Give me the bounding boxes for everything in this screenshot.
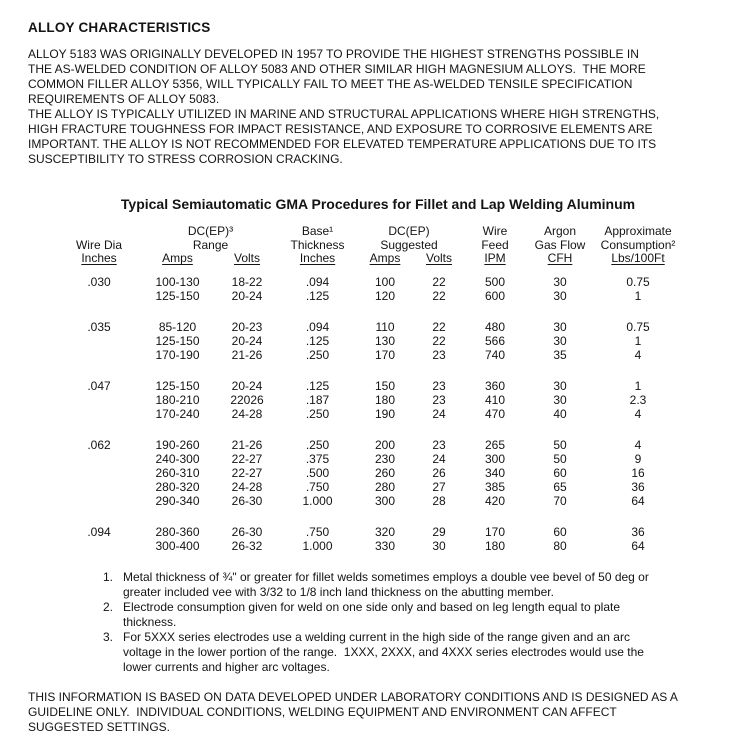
header-cell-amps-2: Amps (369, 251, 401, 265)
intro-paragraph (28, 47, 728, 167)
table-body (57, 266, 683, 553)
table-spacer-cell (57, 362, 683, 379)
table-cell: 21-26 (231, 347, 263, 362)
table-cell: 110 (375, 319, 395, 334)
table-cell: 50 (553, 437, 567, 452)
table-cell: 30 (553, 378, 567, 393)
table-cell: 26-32 (231, 538, 263, 553)
wire-dia-cell: .047 (87, 378, 111, 393)
table-cell: 30 (432, 538, 446, 553)
wire-dia-cell (57, 348, 141, 362)
table-cell: 80 (553, 538, 567, 553)
table-cell: 29 (432, 524, 446, 539)
table-cell: 20-24 (231, 333, 263, 348)
table-header (57, 225, 683, 266)
table-cell: 23 (432, 347, 446, 362)
table-cell: .750 (305, 524, 330, 539)
table-title: Typical Semiautomatic GMA Procedures for Fillet and Lap Welding Aluminum (120, 196, 636, 212)
table-cell: 200 (375, 437, 396, 452)
table-cell: 120 (375, 288, 396, 303)
table-row (57, 393, 683, 407)
table-cell: 1 (634, 288, 642, 303)
table-cell: .375 (305, 451, 330, 466)
wire-dia-cell (57, 334, 141, 348)
footnote-line: voltage in the lower portion of the range. 1XXX, 2XXX, and 4XXX series electrodes would use the (123, 644, 644, 659)
table-spacer-row (57, 421, 683, 438)
table-cell: 22 (432, 274, 446, 289)
table-row (57, 452, 683, 466)
footer-line: GUIDELINE ONLY. INDIVIDUAL CONDITIONS, WELDING EQUIPMENT AND ENVIRONMENT CAN AFFECT (28, 704, 617, 719)
table-cell: .125 (305, 378, 330, 393)
table-cell: .125 (305, 288, 330, 303)
table-spacer-cell (57, 266, 683, 275)
table-cell: 26-30 (231, 524, 263, 539)
wire-dia-cell: .030 (87, 274, 111, 289)
footnote-item (103, 570, 728, 600)
intro-line: COMMON FILLER ALLOY 5356, WILL TYPICALLY FAIL TO MEET THE AS-WELDED TENSILE SPECIFICATION (28, 77, 633, 91)
header-cell-inches: Inches (81, 251, 117, 265)
header-cell-cfh: CFH (547, 251, 573, 265)
table-spacer-cell (57, 508, 683, 525)
table-cell: 470 (485, 406, 506, 421)
table-cell: 24-28 (231, 406, 263, 421)
header-cell-wire-dia: Wire Dia (75, 237, 122, 252)
table-cell: 600 (485, 288, 506, 303)
wire-dia-cell (57, 452, 141, 466)
header-cell-amps: Amps (162, 251, 193, 265)
table-row (57, 480, 683, 494)
table-cell: 170 (485, 524, 506, 539)
footnote-line: Metal thickness of ¾" or greater for fillet welds sometimes employs a double vee bevel of 50 deg or (123, 569, 649, 584)
table-row (57, 334, 683, 348)
table-cell: 170-240 (155, 406, 200, 421)
footer-line: SUGGESTED SETTINGS. (28, 719, 171, 734)
table-cell: 60 (553, 465, 567, 480)
table-cell: 20-24 (231, 378, 263, 393)
table-cell: 70 (553, 493, 567, 508)
table-cell: .250 (305, 406, 330, 421)
table-cell: .500 (305, 465, 330, 480)
table-row (57, 379, 683, 393)
table-cell: 1 (634, 378, 642, 393)
table-cell: 180-210 (155, 392, 200, 407)
table-cell: 420 (485, 493, 506, 508)
table-cell: 21-26 (231, 437, 263, 452)
table-cell: .187 (305, 392, 330, 407)
table-cell: 150 (375, 378, 396, 393)
wire-dia-cell (57, 289, 141, 303)
table-cell: 64 (631, 493, 645, 508)
table-cell: 170-190 (155, 347, 200, 362)
header-cell-volts-2: Volts (426, 251, 453, 265)
table-cell: .094 (305, 319, 330, 334)
table-cell: 9 (634, 451, 642, 466)
table-cell: 280-360 (155, 524, 200, 539)
table-cell: 300 (485, 451, 506, 466)
header-cell-lbs: Lbs/100Ft (611, 251, 665, 265)
table-cell: 40 (553, 406, 567, 421)
table-cell: 1.000 (302, 493, 333, 508)
table-cell: 60 (553, 524, 567, 539)
intro-line: THE AS-WELDED CONDITION OF ALLOY 5083 AND OTHER SIMILAR HIGH MAGNESIUM ALLOYS. THE MORE (28, 62, 646, 76)
table-cell: 290-340 (155, 493, 200, 508)
footnote-line: greater included vee with 3/32 to 1/8 inch land thickness on the abutting member. (123, 584, 554, 599)
footnote-number: 3. (103, 629, 114, 644)
table-cell: 64 (631, 538, 645, 553)
table-cell: 23 (432, 392, 446, 407)
footnote-line: lower currents and higher arc voltages. (123, 659, 330, 674)
footnote-item (103, 630, 728, 675)
table-cell: 330 (375, 538, 396, 553)
table-cell: 100-130 (155, 274, 200, 289)
table-cell: 27 (432, 479, 446, 494)
table-cell: 30 (553, 392, 567, 407)
wire-dia-cell (57, 494, 141, 508)
table-cell: 4 (634, 347, 642, 362)
intro-line: HIGH FRACTURE TOUGHNESS FOR IMPACT RESISTANCE, AND EXPOSURE TO CORROSIVE ELEMENTS ARE (28, 122, 653, 136)
footnote-line: thickness. (123, 614, 177, 629)
table-cell: 125-150 (155, 333, 200, 348)
table-cell: 85-120 (158, 319, 197, 334)
wire-dia-cell (57, 539, 141, 553)
table-spacer-cell (57, 421, 683, 438)
footnote-line: Electrode consumption given for weld on one side only and based on leg length equal to plate (123, 599, 621, 614)
table-cell: 0.75 (626, 274, 650, 289)
table-cell: 23 (432, 437, 446, 452)
table-cell: .750 (305, 479, 330, 494)
wire-dia-cell: .062 (87, 437, 111, 452)
table-cell: 22026 (230, 392, 264, 407)
table-cell: 22 (432, 319, 446, 334)
header-cell-dcep-range: DC(EP)³ (187, 224, 234, 238)
table-spacer-row (57, 508, 683, 525)
header-cell-blank (57, 225, 141, 239)
table-row (57, 494, 683, 508)
page-title: ALLOY CHARACTERISTICS (28, 20, 211, 35)
table-cell: .094 (305, 274, 330, 289)
table-cell: 30 (553, 319, 567, 334)
wire-dia-cell: .094 (87, 524, 111, 539)
header-cell-feed: Feed (481, 237, 509, 252)
table-cell: 22-27 (231, 465, 263, 480)
footnote-number: 2. (103, 599, 114, 614)
table-cell: 30 (553, 274, 567, 289)
table-cell: 360 (485, 378, 506, 393)
table-row (57, 348, 683, 362)
table-cell: 2.3 (629, 392, 647, 407)
procedures-table (57, 225, 683, 553)
table-spacer-row (57, 362, 683, 379)
footnote-text (123, 570, 649, 600)
table-cell: 740 (485, 347, 506, 362)
footnote-text (123, 630, 644, 675)
table-cell: 410 (485, 392, 506, 407)
footnote-number: 1. (103, 569, 114, 584)
table-cell: 1.000 (302, 538, 333, 553)
table-cell: 125-150 (155, 288, 200, 303)
header-cell-dcep-suggested: DC(EP) (388, 224, 430, 238)
table-cell: 24 (432, 451, 446, 466)
table-spacer-cell (57, 303, 683, 320)
table-cell: 180 (375, 392, 396, 407)
intro-line: ALLOY 5183 WAS ORIGINALLY DEVELOPED IN 1957 TO PROVIDE THE HIGHEST STRENGTHS POSSIBLE IN (28, 47, 639, 61)
intro-line: IMPORTANT. THE ALLOY IS NOT RECOMMENDED FOR ELEVATED TEMPERATURE APPLICATIONS DUE TO ITS (28, 137, 657, 151)
wire-dia-cell (57, 393, 141, 407)
table-cell: 26 (432, 465, 446, 480)
table-cell: 125-150 (155, 378, 200, 393)
table-cell: 22 (432, 333, 446, 348)
header-cell-wire: Wire (482, 224, 508, 238)
footer-line: THIS INFORMATION IS BASED ON DATA DEVELOPED UNDER LABORATORY CONDITIONS AND IS DESIGNED AS A (28, 689, 678, 704)
table-cell: 300-400 (155, 538, 200, 553)
footnote-text (123, 600, 620, 630)
wire-dia-cell: .035 (87, 319, 111, 334)
table-row (57, 539, 683, 553)
table-cell: 385 (485, 479, 506, 494)
intro-line: REQUIREMENTS OF ALLOY 5083. (28, 92, 220, 106)
table-cell: 30 (553, 288, 567, 303)
table-cell: 50 (553, 451, 567, 466)
header-cell-suggested: Suggested (380, 237, 438, 252)
table-cell: 23 (432, 378, 446, 393)
footnote-item (103, 600, 728, 630)
table-cell: 320 (375, 524, 396, 539)
table-cell: 480 (485, 319, 506, 334)
table-cell: 4 (634, 437, 642, 452)
table-cell: 280-320 (155, 479, 200, 494)
header-cell-consumption: Consumption² (600, 237, 676, 252)
header-cell-ipm: IPM (484, 251, 506, 265)
header-cell-argon: Argon (544, 224, 577, 238)
table-cell: 4 (634, 406, 642, 421)
table-header-row-1 (57, 225, 683, 239)
table-row (57, 275, 683, 289)
table-cell: 36 (631, 524, 645, 539)
wire-dia-cell (57, 466, 141, 480)
table-cell: 566 (485, 333, 506, 348)
footer-paragraph (28, 690, 728, 735)
table-cell: 340 (485, 465, 506, 480)
intro-line: THE ALLOY IS TYPICALLY UTILIZED IN MARINE AND STRUCTURAL APPLICATIONS WHERE HIGH STRENGTHS, (28, 107, 660, 121)
table-cell: 26-30 (231, 493, 263, 508)
table-cell: 190-260 (155, 437, 200, 452)
table-cell: 20-23 (231, 319, 263, 334)
table-cell: 260 (375, 465, 396, 480)
header-cell-approximate: Approximate (604, 224, 672, 238)
table-cell: 28 (432, 493, 446, 508)
table-cell: 300 (375, 493, 396, 508)
table-header-row-3 (57, 252, 683, 266)
header-cell-thickness: Thickness (290, 237, 345, 252)
header-cell-range: Range (192, 237, 229, 252)
table-cell: 240-300 (155, 451, 200, 466)
table-cell: 1 (634, 333, 642, 348)
header-cell-inches-2: Inches (299, 251, 336, 265)
table-cell: 16 (631, 465, 645, 480)
footnotes-list (103, 570, 728, 675)
table-cell: 24-28 (231, 479, 263, 494)
table-spacer-row (57, 303, 683, 320)
table-cell: 170 (375, 347, 396, 362)
table-cell: 24 (432, 406, 446, 421)
table-cell: .125 (305, 333, 330, 348)
intro-line: SUSCEPTIBILITY TO STRESS CORROSION CRACKING. (28, 152, 343, 166)
table-cell: .250 (305, 347, 330, 362)
table-cell: .250 (305, 437, 330, 452)
header-cell-gas-flow: Gas Flow (534, 237, 586, 252)
table-cell: 190 (375, 406, 396, 421)
table-cell: 18-22 (231, 274, 263, 289)
table-cell: 0.75 (626, 319, 650, 334)
table-cell: 230 (375, 451, 396, 466)
table-cell: 35 (553, 347, 567, 362)
table-cell: 30 (553, 333, 567, 348)
table-cell: 265 (485, 437, 506, 452)
table-cell: 130 (375, 333, 396, 348)
table-cell: 260-310 (155, 465, 200, 480)
header-cell-volts: Volts (234, 251, 261, 265)
table-spacer-row (57, 266, 683, 275)
table-header-row-2 (57, 239, 683, 253)
header-cell-base: Base¹ (301, 224, 334, 238)
table-cell: 22-27 (231, 451, 263, 466)
table-row (57, 525, 683, 539)
table-cell: 180 (485, 538, 506, 553)
table-cell: 22 (432, 288, 446, 303)
table-cell: 500 (485, 274, 506, 289)
table-row (57, 289, 683, 303)
table-cell: 20-24 (231, 288, 263, 303)
wire-dia-cell (57, 407, 141, 421)
table-row (57, 438, 683, 452)
footnote-line: For 5XXX series electrodes use a welding current in the high side of the range given and an arc (123, 629, 630, 644)
table-cell: 280 (375, 479, 396, 494)
table-cell: 36 (631, 479, 645, 494)
table-row (57, 466, 683, 480)
table-cell: 100 (375, 274, 396, 289)
wire-dia-cell (57, 480, 141, 494)
table-row (57, 407, 683, 421)
table-row (57, 320, 683, 334)
table-cell: 65 (553, 479, 567, 494)
